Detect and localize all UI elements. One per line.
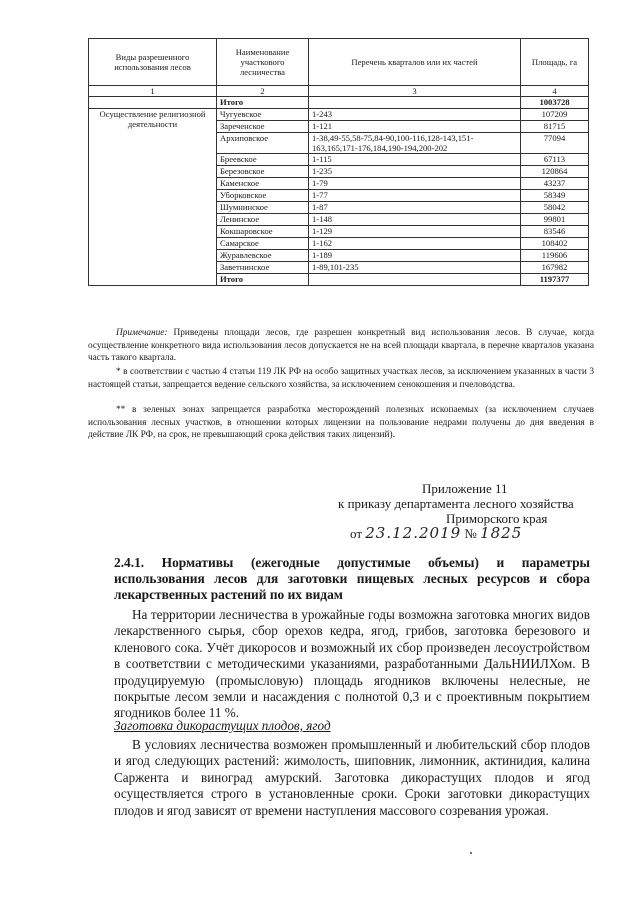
cell-area: 107209 [521, 109, 589, 121]
cell-area: 108402 [521, 238, 589, 250]
header-use-type: Виды разрешенного использования лесов [89, 39, 217, 86]
cell-name: Каменское [217, 178, 309, 190]
cell-name: Архиповское [217, 133, 309, 154]
cell-area: 119606 [521, 250, 589, 262]
cell-area: 81715 [521, 121, 589, 133]
column-number: 2 [217, 86, 309, 97]
cell-name: Ленинское [217, 214, 309, 226]
column-number: 3 [309, 86, 521, 97]
cell-area: 120864 [521, 166, 589, 178]
cell-quarters: 1-89,101-235 [309, 262, 521, 274]
total-area: 1003728 [521, 97, 589, 109]
cell-name: Чугуевское [217, 109, 309, 121]
cell-quarters: 1-115 [309, 154, 521, 166]
cell-area: 167982 [521, 262, 589, 274]
cell-name: Бреевское [217, 154, 309, 166]
cell-quarters: 1-129 [309, 226, 521, 238]
total-label: Итого [217, 97, 309, 109]
scan-speck [470, 852, 472, 854]
appendix-region: Приморского края [446, 511, 548, 526]
cell-area: 58349 [521, 190, 589, 202]
cell-name: Заветнинское [217, 262, 309, 274]
cell-area: 77094 [521, 133, 589, 154]
from-label: от [350, 526, 363, 541]
cell-quarters: 1-162 [309, 238, 521, 250]
cell-area: 99801 [521, 214, 589, 226]
appendix-order: к приказу департамента лесного хозяйства [338, 496, 574, 511]
note-label: Примечание: [116, 328, 168, 338]
section-title: 2.4.1. Нормативы (ежегодные допустимые объемы) и параметры использования лесов для заготовки пищевых лесных ресурсов и сбора лекарственных растений по их видам [114, 555, 590, 602]
note-text: Приведены площади лесов, где разрешен конкретный вид использования лесов. В случае, когда осуществление конкретного вида использования лесов допускается не на всей площади квартала, в перечне кварталов указана часть такого квартала. [88, 328, 594, 363]
handwritten-number: 1825 [480, 524, 523, 542]
paragraph-2: В условиях лесничества возможен промышленный и любительский сбор плодов и ягод следующих растений: жимолость, шиповник, лимонник, актинидия, калина Саржента и виноград амурский. Заготовка дикорастущих плодов и ягод осуществляется строго в установленные сроки. Сроки заготовки дикорастущих плодов и ягод зависят от времени наступления массового созревания урожая. [114, 737, 590, 818]
subheading: Заготовка дикорастущих плодов, ягод [114, 718, 331, 733]
cell-quarters: 1-79 [309, 178, 521, 190]
header-district: Наименование участкового лесничества [217, 39, 309, 86]
cell-area: 58042 [521, 202, 589, 214]
footnote-1-text: * в соответствии с частью 4 статьи 119 ЛК РФ на особо защитных участках лесов, за исключением указанных в части 3 настоящей статьи, запрещается ведение сельского хозяйства, за исключением сенокошения и пчеловодства. [88, 367, 594, 390]
header-quarters: Перечень кварталов или их частей [309, 39, 521, 86]
cell-area: 43237 [521, 178, 589, 190]
footnote-1 [88, 366, 594, 391]
column-number: 4 [521, 86, 589, 97]
appendix-block [300, 481, 590, 541]
header-area: Площадь, га [521, 39, 589, 86]
appendix-date-line [300, 526, 590, 541]
cell-quarters: 1-235 [309, 166, 521, 178]
table-row [89, 109, 589, 121]
cell-name: Шумнинское [217, 202, 309, 214]
cell-quarters: 1-148 [309, 214, 521, 226]
cell-quarters: 1-38,49-55,58-75,84-90,100-116,128-143,151-163,165,171-176,184,190-194,200-202 [309, 133, 521, 154]
cell-name: Журавлевское [217, 250, 309, 262]
cell-name: Кокшаровское [217, 226, 309, 238]
column-number: 1 [89, 86, 217, 97]
footnote-2-text: ** в зеленых зонах запрещается разработка месторождений полезных ископаемых (за исключением случаев использования лесных участков, в отношении которых лицензии на пользование недрами получены до дня введения в действие ЛК РФ, на срок, не превышающий срока действия таких лицензий). [88, 405, 594, 440]
cell-name: Уборковское [217, 190, 309, 202]
total-label: Итого [217, 274, 309, 286]
top-total-row [89, 97, 589, 109]
forest-use-table [88, 38, 589, 286]
footnote-2 [88, 404, 594, 442]
cell-name: Самарское [217, 238, 309, 250]
appendix-title: Приложение 11 [422, 481, 508, 496]
cell-area: 83546 [521, 226, 589, 238]
use-category: Осуществление религиозной деятельности [89, 109, 217, 286]
cell-area: 67113 [521, 154, 589, 166]
cell-quarters: 1-87 [309, 202, 521, 214]
cell-name: Березовское [217, 166, 309, 178]
total-area: 1197377 [521, 274, 589, 286]
note-main [88, 327, 594, 365]
table-body [89, 86, 589, 286]
cell-quarters: 1-121 [309, 121, 521, 133]
cell-quarters: 1-77 [309, 190, 521, 202]
cell-quarters: 1-243 [309, 109, 521, 121]
cell-quarters: 1-189 [309, 250, 521, 262]
paragraph-1: На территории лесничества в урожайные годы возможна заготовка многих видов лекарственного сырья, сбор орехов кедра, ягод, грибов, заготовка березового и кленового сока. Учёт дикоросов и возможный их сбор произведен лесоустройством в соответствии с методическими указаниями, разработанными ДальНИИЛХом. В продуцируемую (промысловую) площадь ягодников включены нелесные, не покрытые лесом земли и насаждения с полнотой 0,3 и с проективным покрытием ягодников более 11 %. [114, 607, 590, 721]
cell-name: Зареченское [217, 121, 309, 133]
handwritten-date: 23.12.2019 [365, 524, 462, 542]
column-number-row [89, 86, 589, 97]
number-label: № [464, 526, 477, 541]
